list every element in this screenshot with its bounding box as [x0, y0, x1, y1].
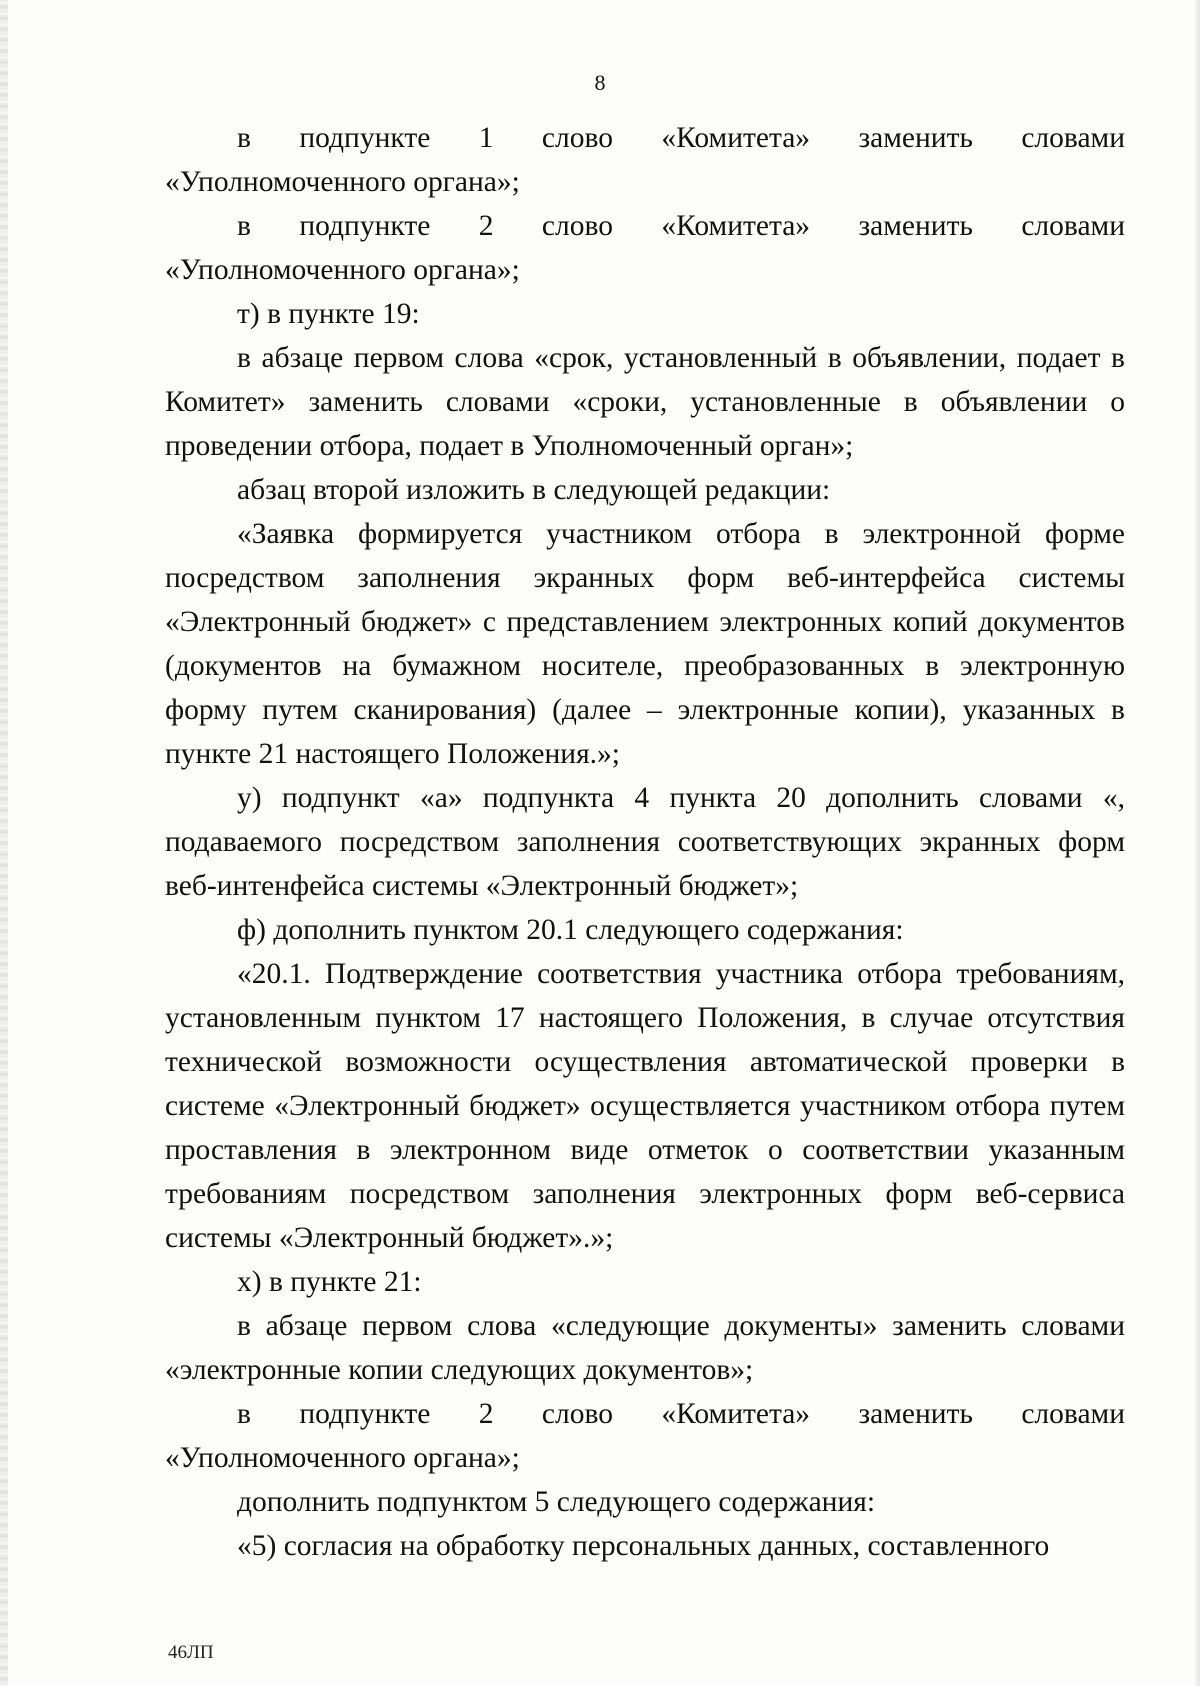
paragraph: у) подпункт «а» подпункта 4 пункта 20 дополнить словами «, подаваемого посредством заполнения соответствующих экранных форм веб-интенфейса системы «Электронный бюджет»;	[165, 782, 1125, 902]
scan-edge-left	[0, 0, 8, 1686]
paragraph: ф) дополнить пунктом 20.1 следующего содержания:	[237, 914, 904, 946]
paragraph: в абзаце первом слова «срок, установленный в объявлении, подает в Комитет» заменить словами «сроки, установленные в объявлении о проведении отбора, подает в Уполномоченный орган»;	[165, 342, 1125, 462]
page-number: 8	[594, 70, 606, 95]
paragraph: х) в пункте 21:	[237, 1266, 422, 1298]
paragraph: «5) согласия на обработку персональных данных, составленного	[237, 1530, 1050, 1562]
paragraph: абзац второй изложить в следующей редакции:	[237, 474, 831, 506]
paragraph: в подпункте 2 слово «Комитета» заменить словами «Уполномоченного органа»;	[165, 1398, 1125, 1474]
scan-edge-right	[1195, 0, 1200, 1686]
document-code: 46ЛП	[168, 1642, 214, 1663]
paragraph: в подпункте 1 слово «Комитета» заменить словами «Уполномоченного органа»;	[165, 122, 1125, 198]
paragraph: т) в пункте 19:	[237, 298, 420, 330]
document-body	[165, 116, 1125, 1568]
paragraph: в абзаце первом слова «следующие документы» заменить словами «электронные копии следующих документов»;	[165, 1310, 1125, 1386]
paragraph: в подпункте 2 слово «Комитета» заменить словами «Уполномоченного органа»;	[165, 210, 1125, 286]
paragraph: дополнить подпунктом 5 следующего содержания:	[237, 1486, 876, 1518]
paragraph: «20.1. Подтверждение соответствия участника отбора требованиям, установленным пунктом 17 настоящего Положения, в случае отсутствия технической возможности осуществления автоматической проверки в системе «Электронный бюджет» осуществляется участником отбора путем проставления в электронном виде отметок о соответствии указанным требованиям посредством заполнения электронных форм веб-сервиса системы «Электронный бюджет».»;	[165, 958, 1125, 1254]
paragraph: «Заявка формируется участником отбора в электронной форме посредством заполнения экранных форм веб-интерфейса системы «Электронный бюджет» с представлением электронных копий документов (документов на бумажном носителе, преобразованных в электронную форму путем сканирования) (далее – электронные копии), указанных в пункте 21 настоящего Положения.»;	[165, 518, 1125, 770]
